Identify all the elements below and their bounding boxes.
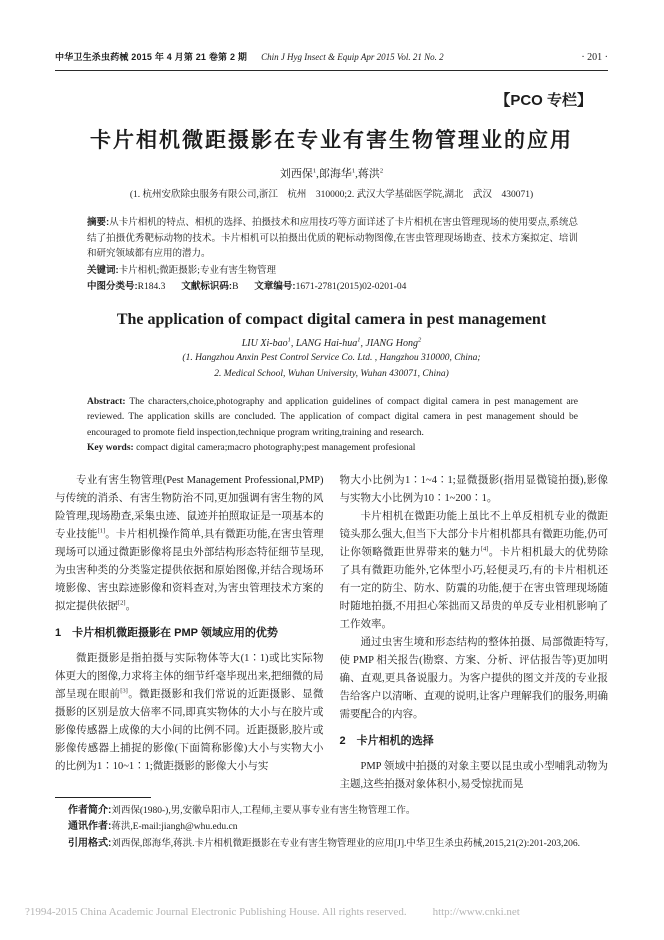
citation-mark: [1] [97, 527, 106, 534]
running-head [55, 50, 608, 71]
author-name: 刘西保 [279, 168, 313, 180]
abstract-label-en: Abstract: [87, 396, 126, 407]
keywords-label-en: Key words: [87, 443, 134, 453]
author-affil-mark: 1 [351, 167, 356, 175]
abstract-en [87, 395, 578, 442]
cnki-copyright [25, 906, 520, 918]
author-name: , LANG Hai-hua [290, 337, 358, 349]
author-name: ,蒋洪 [355, 168, 380, 180]
article-body [55, 472, 608, 794]
body-paragraph: PMP 领域中拍摄的对象主要以昆虫或小型哺乳动物为主题,这些拍摄对象体积小,易受惊扰而晃 [339, 760, 608, 790]
body-paragraph: 通过虫害生境和形态结构的整体拍摄、局部微距特写,使 PMP 相关报告(勘察、方案、分析、评估报告等)更加明确、直观,更具备说服力。为客户提供的图文并茂的专业报告给客户以清晰、直观的说明,让客户理解我们的服务,明确需要配合的内容。 [339, 636, 608, 720]
citation-mark: [3] [120, 687, 128, 694]
footnote-rule [55, 797, 151, 798]
author-name: , JIANG Hong [360, 337, 418, 349]
body-paragraph: 卡片相机在微距功能上虽比不上单反相机专业的微距镜头那么强大,但当下大部分卡片相机都具有微距功能,仍可让你领略微距世界带来的魅力[4]。卡片相机最大的优势除了具有微距功能外,它体型小巧,轻便灵巧,有的卡片相机还有一定的防尘、防水、防震的功能,便于在害虫管理现场随时随地拍摄,不用担心笨拙而又昂贵的单反专业相机影响了工作效率。 [339, 510, 609, 630]
abstract-block-en [87, 395, 578, 457]
clc-number: 中图分类号:R184.3 [87, 281, 166, 292]
article-meta [87, 279, 578, 296]
body-paragraph: 微距摄影是指拍摄与实际物体等大(1∶1)或比实际物体更大的图像,力求将主体的细节纤毫毕现出来,把细微的局部呈现在眼前[3]。微距摄影和我们常说的近距摄影、显微摄影的区别是放大倍率不同,即真实物体的大小与在胶片或影像传感器上成像的大小间的比例不同。近距摄影,胶片或影像传感器上捕捉的影像(下面简称影像)大小与实物大小的比例为1∶10~1∶1;微距摄影的影像大小与实 [55, 652, 324, 772]
section-heading-1: 1 卡片相机微距摄影在 PMP 领域应用的优势 [55, 626, 278, 639]
page-number: · 201 · [581, 52, 608, 63]
keywords-text-en: compact digital camera;macro photography;pest management profesional [136, 443, 416, 453]
cnki-url: http://www.cnki.net [432, 906, 520, 918]
author-name: LIU Xi-bao [241, 337, 288, 349]
citation-mark: [4] [480, 545, 489, 552]
journal-title-cn: 中华卫生杀虫药械 2015 年 4 月第 21 卷第 2 期 [55, 52, 248, 62]
body-paragraph: 专业有害生物管理(Pest Management Professional,PMP)与传统的消杀、有害生物防治不同,更加强调有害生物的风险管理,现场勘查,采集虫迹、鼠迹并拍照取证是一项基本的专业技能[1]。卡片相机操作简单,具有微距功能,在害虫管理现场可以通过微距影像将昆虫外部结构形态特征细节呈现,为虫害种类的分类鉴定提供依据和原始图像,并结合现场环境影像、害虫踪迹影像和资料查对,为害虫管理技术方案的拟定提供依据[2]。 [55, 474, 324, 612]
affiliation-en-line1: (1. Hangzhou Anxin Pest Control Service Co. Ltd. , Hangzhou 310000, China; [182, 352, 481, 363]
abstract-text-en: The characters,choice,photography and application guidelines of compact digital camera in pest management are reviewed. The application skills are concluded. The application of compact digital camera in pest management should be encouraged to promote field inspection,technique program writing,training and research. [87, 396, 578, 438]
left-column [55, 472, 324, 794]
author-affil-mark: 1 [312, 167, 317, 175]
author-bio: 作者简介:刘西保(1980-),男,安徽阜阳市人,工程师,主要从事专业有害生物管理工作。 [68, 804, 416, 816]
keywords-label-cn: 关键词: [87, 264, 119, 276]
article-title-cn: 卡片相机微距摄影在专业有害生物管理业的应用 [90, 129, 573, 152]
author-affil-mark: 2 [379, 167, 384, 175]
abstract-label-cn: 摘要: [87, 217, 110, 228]
right-column [340, 472, 609, 794]
document-code: 文献标识码:B [181, 281, 239, 292]
affiliation-cn: (1. 杭州安欣除虫服务有限公司,浙江 杭州 310000;2. 武汉大学基础医学院,湖北 武汉 430071) [129, 190, 534, 200]
author-affil-mark: 2 [418, 336, 422, 344]
column-tag: 【PCO 专栏】 [495, 92, 592, 109]
keywords-text-cn: 卡片相机;微距摄影;专业有害生物管理 [118, 265, 276, 276]
corresponding-author: 通讯作者:蒋洪,E-mail:jiangh@whu.edu.cn [68, 821, 238, 832]
journal-title-en: Chin J Hyg Insect & Equip Apr 2015 Vol. 21 No. 2 [261, 52, 444, 62]
abstract-cn [87, 215, 578, 263]
section-heading-2: 2 卡片相机的选择 [339, 734, 434, 747]
abstract-block-cn [87, 215, 578, 296]
article-title-en: The application of compact digital camera in pest management [116, 310, 547, 328]
affiliation-en-line2: 2. Medical School, Wuhan University, Wuhan 430071, China) [214, 368, 449, 379]
author-affil-mark: 1 [287, 336, 291, 344]
citation-mark: [2] [118, 599, 126, 606]
authors-cn [55, 165, 608, 181]
keywords-cn [87, 263, 578, 280]
footnote-block [55, 797, 608, 853]
author-name: ,郎海华 [316, 168, 352, 180]
citation-format: 引用格式:刘西保,郎海华,蒋洪.卡片相机微距摄影在专业有害生物管理业的应用[J].中华卫生杀虫药械,2015,21(2):201-203,206. [68, 837, 580, 849]
authors-en [55, 338, 608, 349]
article-id: 文章编号:1671-2781(2015)02-0201-04 [254, 281, 407, 292]
copyright-notice: ?1994-2015 China Academic Journal Electronic Publishing House. All rights reserved. [25, 906, 407, 918]
author-affil-mark: 1 [357, 336, 361, 344]
abstract-text-cn: 从卡片相机的特点、相机的选择、拍摄技术和应用技巧等方面详述了卡片相机在害虫管理现场的使用要点,系统总结了拍摄优秀靶标动物的技术。卡片相机可以拍摄出优质的靶标动物图像,在害虫管理现场勘查、技术方案拟定、培训和研究领域都有应用的潜力。 [87, 218, 578, 259]
body-paragraph: 物大小比例为1∶1~4∶1;显微摄影(指用显微镜拍摄),影像与实物大小比例为10∶1~200∶1。 [339, 474, 608, 504]
keywords-en [87, 441, 578, 457]
